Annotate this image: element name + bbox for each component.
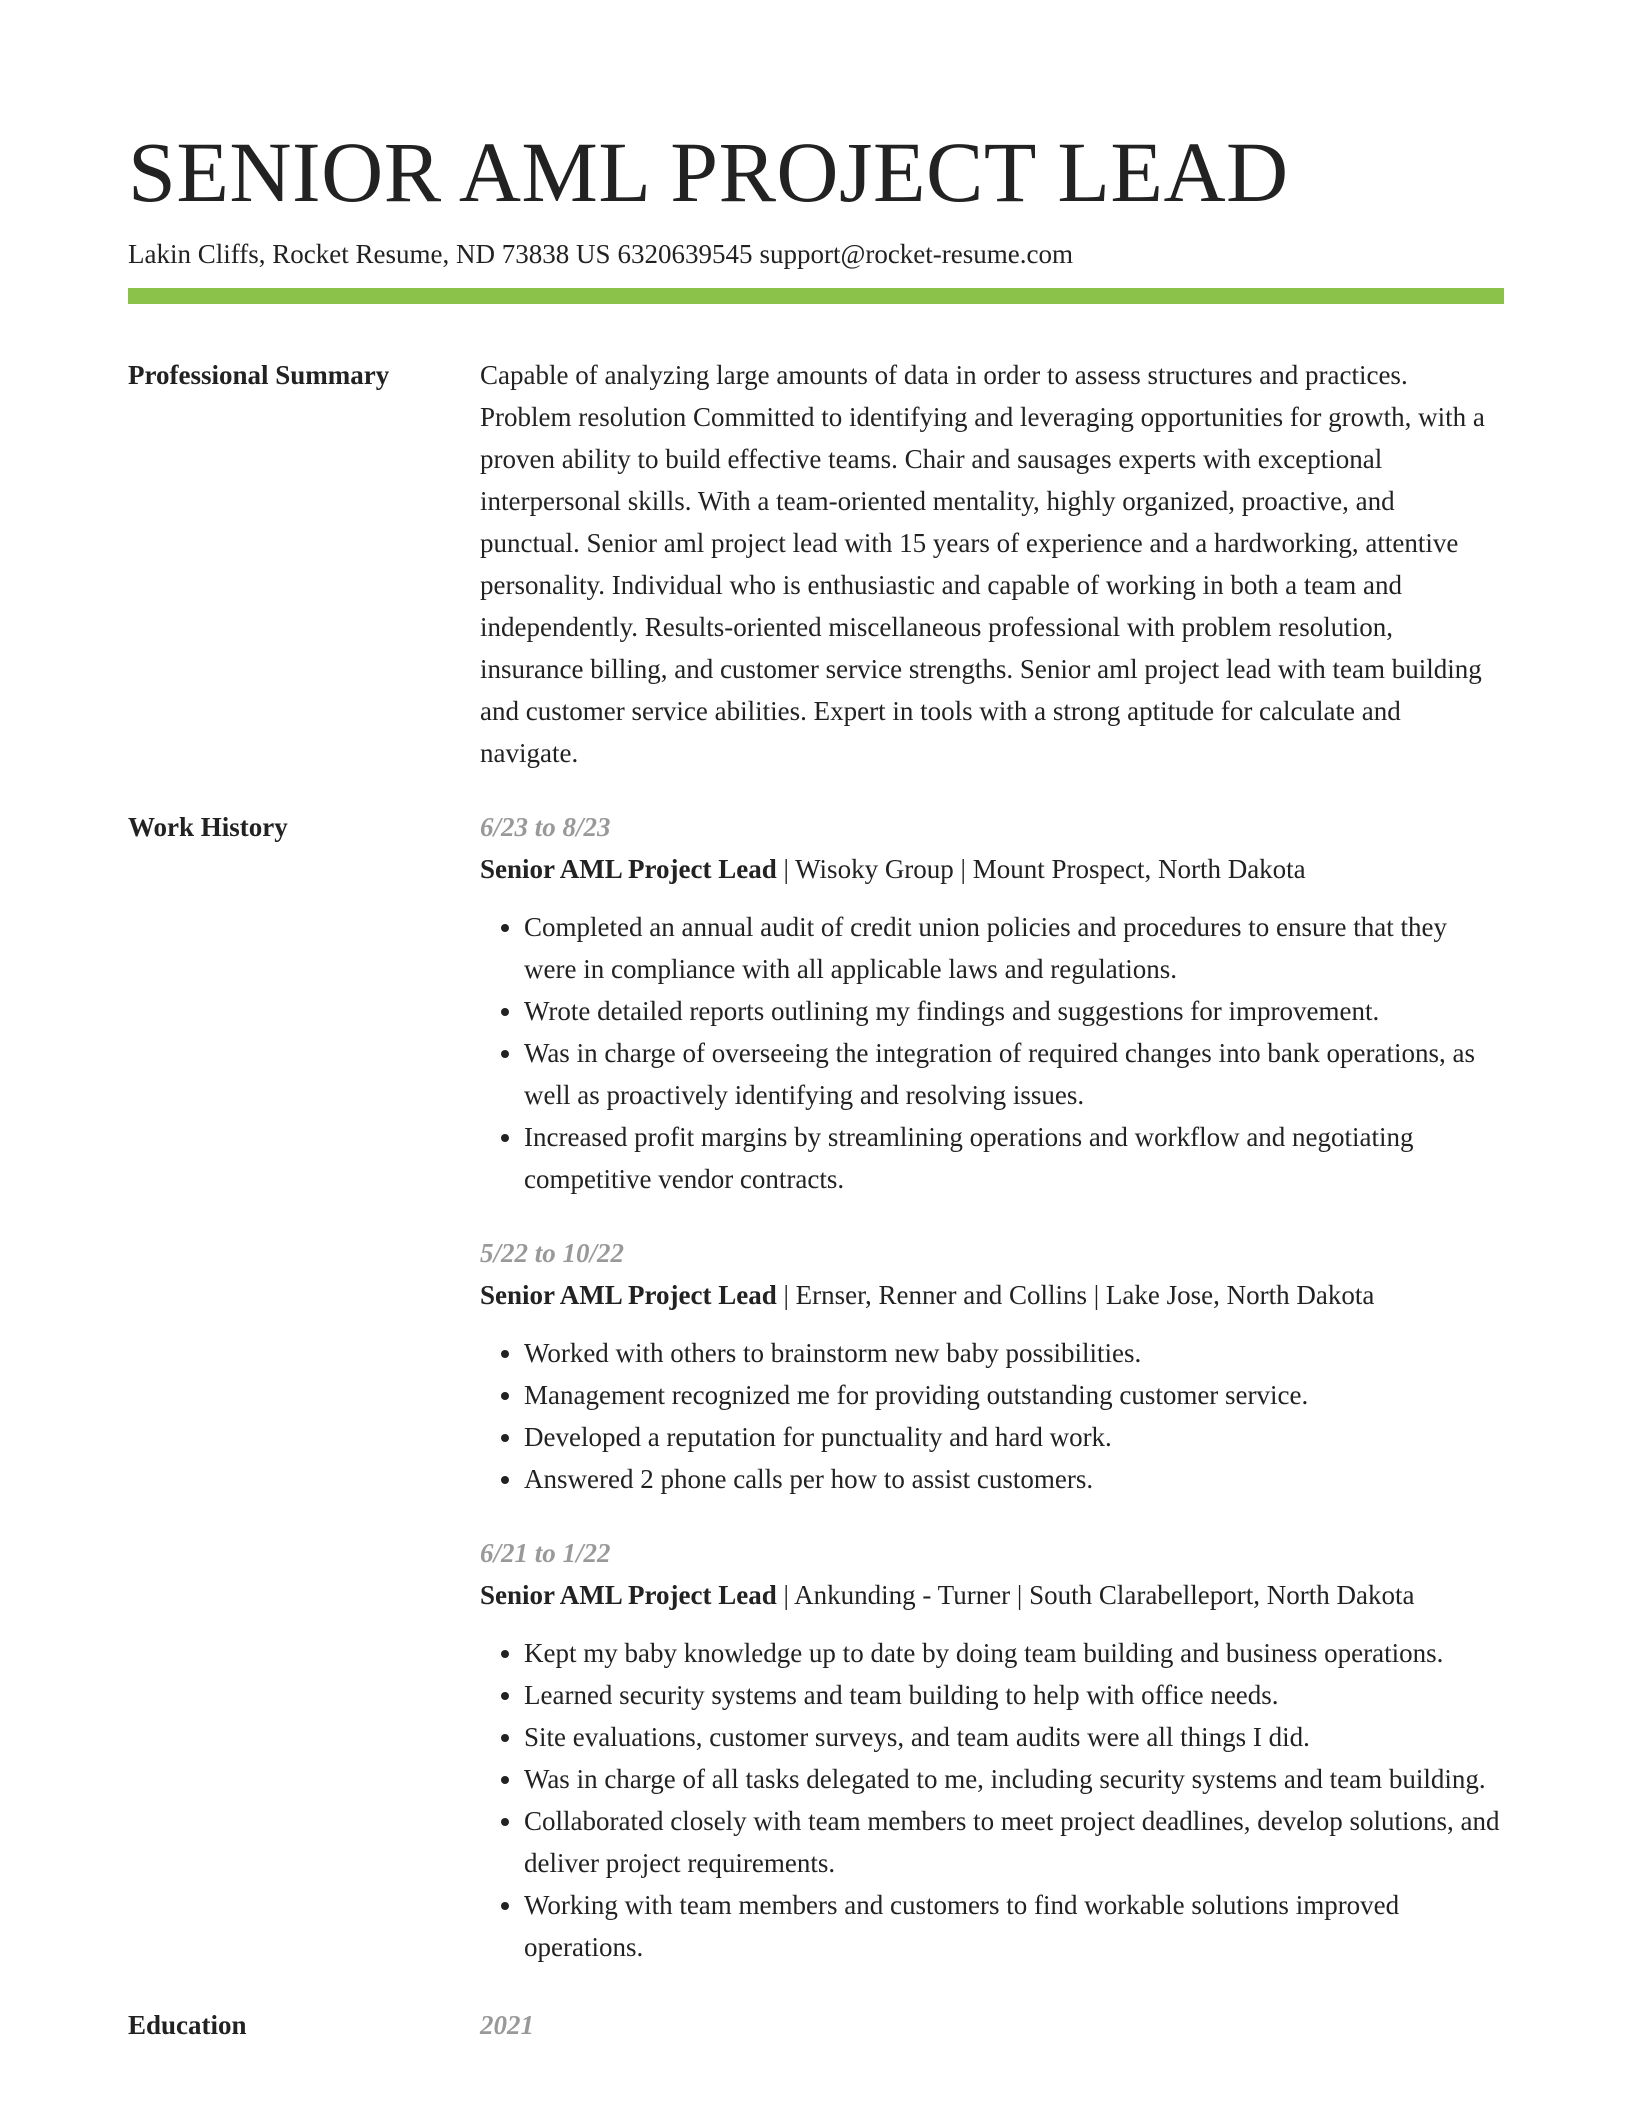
job-entry — [480, 1532, 1504, 1968]
job-bullet: • Completed an annual audit of credit union policies and procedures to ensure that they were in compliance with all applicable laws and regulations. — [524, 906, 1504, 990]
job-bullets — [480, 906, 1504, 1200]
summary-text: Capable of analyzing large amounts of data in order to assess structures and practices. Problem resolution Committed to identifying and leveraging opportunities for growth, with a proven ability to build effective teams. Chair and sausages experts with exceptional interpersonal skills. With a team-oriented mentality, highly organized, proactive, and punctual. Senior aml project lead with 15 years of experience and a hardworking, attentive personality. Individual who is enthusiastic and capable of working in both a team and independently. Results-oriented miscellaneous professional with problem resolution, insurance billing, and customer service strengths. Senior aml project lead with team building and customer service abilities. Expert in tools with a strong aptitude for calculate and navigate. — [480, 360, 1485, 768]
job-bullet: • Kept my baby knowledge up to date by doing team building and business operations. — [524, 1632, 1504, 1674]
job-bullet: • Wrote detailed reports outlining my findings and suggestions for improvement. — [524, 990, 1504, 1032]
job-heading — [480, 1574, 1504, 1616]
contact-phone: 6320639545 — [617, 239, 753, 269]
job-bullet: • Increased profit margins by streamlining operations and workflow and negotiating competitive vendor contracts. — [524, 1116, 1504, 1200]
contact-line — [128, 236, 1504, 272]
contact-email: support@rocket-resume.com — [759, 239, 1073, 269]
job-bullet: • Collaborated closely with team members to meet project deadlines, develop solutions, and deliver project requirements. — [524, 1800, 1504, 1884]
education-section — [128, 2004, 1504, 2046]
job-bullet: • Learned security systems and team building to help with office needs. — [524, 1674, 1504, 1716]
job-dates: 5/22 to 10/22 — [480, 1238, 625, 1268]
job-bullet: • Was in charge of all tasks delegated to me, including security systems and team building. — [524, 1758, 1504, 1800]
education-body — [480, 2004, 1504, 2046]
job-entry — [480, 1232, 1504, 1500]
job-bullet: • Answered 2 phone calls per how to assist customers. — [524, 1458, 1504, 1500]
job-bullets — [480, 1332, 1504, 1500]
summary-heading: Professional Summary — [128, 360, 390, 390]
job-bullet: • Working with team members and customers to find workable solutions improved operations. — [524, 1884, 1504, 1968]
education-year: 2021 — [480, 2010, 534, 2040]
summary-section — [128, 354, 1504, 774]
job-heading — [480, 848, 1504, 890]
job-entry — [480, 806, 1504, 1200]
job-bullet: • Site evaluations, customer surveys, and team audits were all things I did. — [524, 1716, 1504, 1758]
education-heading: Education — [128, 2010, 247, 2040]
job-bullet: • Worked with others to brainstorm new baby possibilities. — [524, 1332, 1504, 1374]
accent-divider — [128, 288, 1504, 304]
contact-address: Lakin Cliffs, Rocket Resume, ND 73838 US — [128, 239, 611, 269]
work-history-list — [480, 806, 1504, 1968]
job-details: | Wisoky Group | Mount Prospect, North Dakota — [776, 854, 1306, 884]
job-heading — [480, 1274, 1504, 1316]
job-bullet: • Was in charge of overseeing the integration of required changes into bank operations, as well as proactively identifying and resolving issues. — [524, 1032, 1504, 1116]
work-history-heading: Work History — [128, 812, 288, 842]
resume-name: SENIOR AML PROJECT LEAD — [128, 124, 1289, 220]
job-title: Senior AML Project Lead — [480, 1580, 777, 1610]
job-details: | Ernser, Renner and Collins | Lake Jose, North Dakota — [776, 1280, 1375, 1310]
job-bullet: • Developed a reputation for punctuality and hard work. — [524, 1416, 1504, 1458]
work-history-section — [128, 806, 1504, 1968]
job-details: | Ankunding - Turner | South Clarabelleport, North Dakota — [776, 1580, 1415, 1610]
job-title: Senior AML Project Lead — [480, 854, 777, 884]
job-title: Senior AML Project Lead — [480, 1280, 777, 1310]
job-bullet: • Management recognized me for providing outstanding customer service. — [524, 1374, 1504, 1416]
resume-page — [128, 0, 1504, 2046]
job-dates: 6/23 to 8/23 — [480, 812, 611, 842]
job-dates: 6/21 to 1/22 — [480, 1538, 611, 1568]
job-bullets — [480, 1632, 1504, 1968]
